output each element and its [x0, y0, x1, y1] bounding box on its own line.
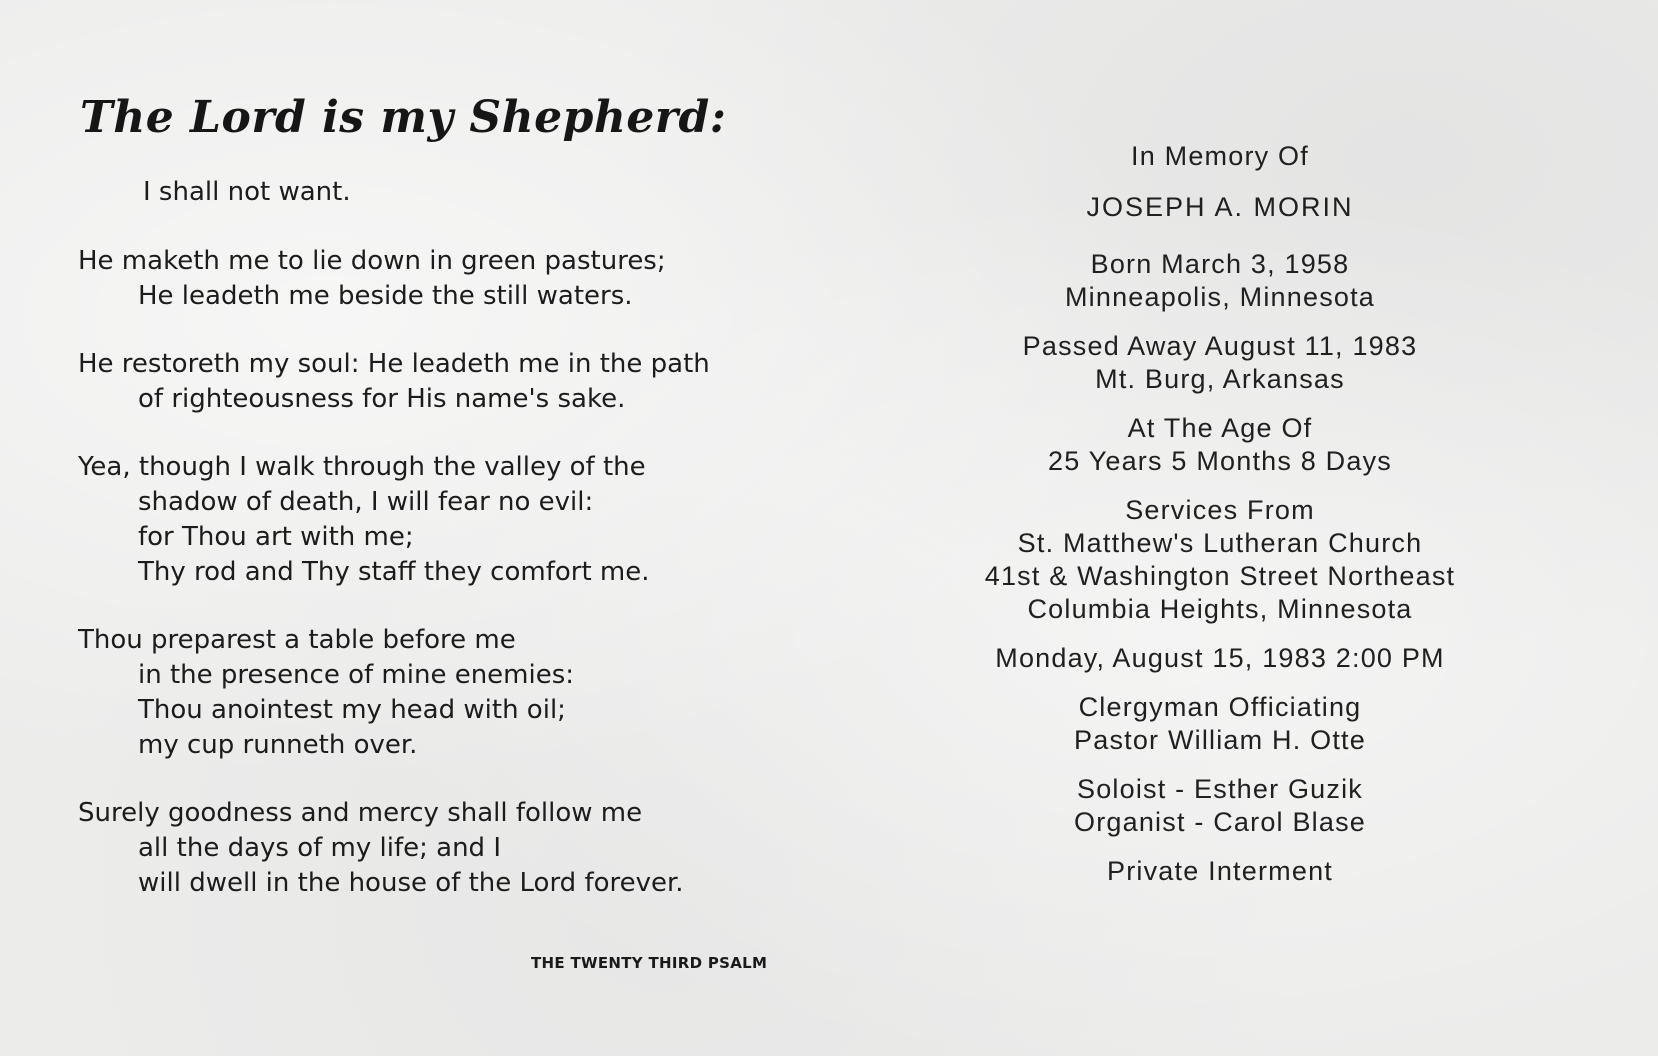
clergy-label: Clergyman Officiating — [1078, 692, 1362, 722]
psalm-first-line — [78, 175, 698, 210]
psalm-stanza — [78, 347, 710, 417]
death-info — [920, 330, 1520, 396]
age-value: 25 Years 5 Months 8 Days — [1048, 446, 1392, 476]
clergy-info — [920, 691, 1520, 757]
psalm-stanza — [78, 796, 698, 901]
church-address: 41st & Washington Street Northeast — [984, 561, 1456, 591]
psalm-title: The Lord is my Shepherd: — [80, 92, 727, 143]
psalm-line: all the days of my life; and I — [138, 833, 501, 863]
psalm-line: Thy rod and Thy staff they comfort me. — [138, 557, 650, 587]
age-label: At The Age Of — [1127, 413, 1313, 443]
psalm-line: He leadeth me beside the still waters. — [138, 281, 633, 311]
psalm-line: He maketh me to lie down in green pastures; — [78, 246, 666, 276]
psalm-line: of righteousness for His name's sake. — [138, 384, 626, 414]
psalm-stanza — [78, 244, 698, 314]
psalm-stanza — [78, 450, 698, 590]
deceased-name: JOSEPH A. MORIN — [1086, 192, 1354, 222]
psalm-line: Thou preparest a table before me — [78, 625, 516, 655]
psalm-line: I shall not want. — [143, 177, 351, 207]
services-label: Services From — [1125, 495, 1315, 525]
church-city: Columbia Heights, Minnesota — [1027, 594, 1413, 624]
psalm-source: THE TWENTY THIRD PSALM — [531, 954, 768, 972]
birth-info — [920, 248, 1520, 314]
birth-place: Minneapolis, Minnesota — [1064, 282, 1376, 312]
psalm-line: my cup runneth over. — [138, 730, 418, 760]
church-name: St. Matthew's Lutheran Church — [1017, 528, 1423, 558]
birth-date: Born March 3, 1958 — [1090, 249, 1350, 279]
service-date: Monday, August 15, 1983 2:00 PM — [995, 643, 1445, 673]
psalm-line: Yea, though I walk through the valley of the — [78, 452, 646, 482]
clergy-name: Pastor William H. Otte — [1074, 725, 1366, 755]
death-place: Mt. Burg, Arkansas — [1095, 364, 1345, 394]
psalm-line: Thou anointest my head with oil; — [138, 695, 566, 725]
psalm-line: will dwell in the house of the Lord forever. — [138, 868, 684, 898]
psalm-line: in the presence of mine enemies: — [138, 660, 575, 690]
psalm-line: shadow of death, I will fear no evil: — [138, 487, 594, 517]
psalm-stanza — [78, 623, 698, 763]
memorial-heading: In Memory Of — [1131, 141, 1309, 171]
psalm-panel — [78, 92, 768, 972]
memorial-panel — [920, 140, 1520, 904]
services-info — [920, 494, 1520, 626]
psalm-line: Surely goodness and mercy shall follow me — [78, 798, 643, 828]
music-info — [920, 773, 1520, 839]
age-info — [920, 412, 1520, 478]
soloist: Soloist - Esther Guzik — [1077, 774, 1363, 804]
psalm-line: He restoreth my soul: He leadeth me in the path — [78, 349, 710, 379]
organist: Organist - Carol Blase — [1074, 807, 1366, 837]
psalm-line: for Thou art with me; — [138, 522, 414, 552]
death-date: Passed Away August 11, 1983 — [1022, 331, 1418, 361]
interment: Private Interment — [1107, 856, 1333, 886]
